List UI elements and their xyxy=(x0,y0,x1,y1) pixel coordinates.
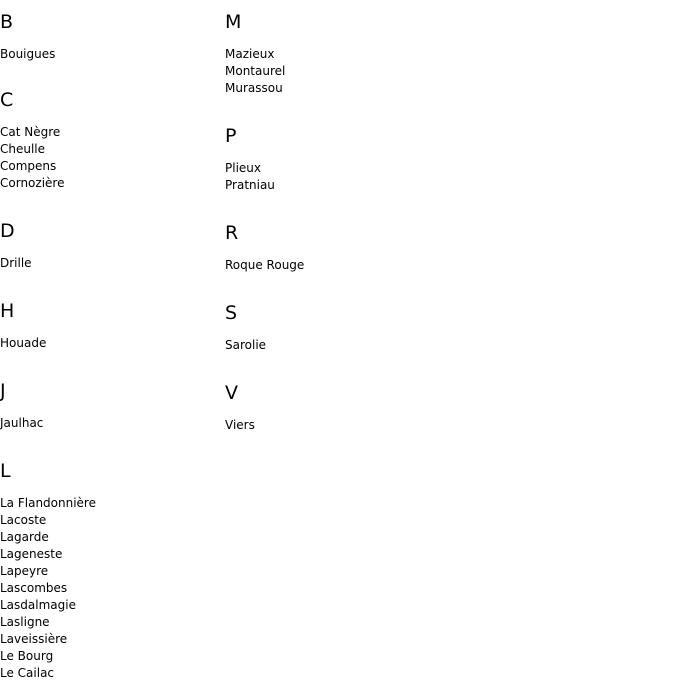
letter-heading: L xyxy=(0,460,11,482)
entry-list xyxy=(225,417,450,434)
entry-link[interactable]: Plieux xyxy=(225,161,261,175)
group-j xyxy=(0,369,225,432)
entry-list xyxy=(0,415,225,432)
list-item[interactable] xyxy=(0,46,225,63)
entry-list xyxy=(0,335,225,352)
group-r xyxy=(225,211,450,274)
entry-link[interactable]: Mazieux xyxy=(225,47,275,61)
letter-heading: C xyxy=(0,89,14,111)
letter-heading: M xyxy=(225,11,242,33)
entry-link[interactable]: Murassou xyxy=(225,81,283,95)
list-item[interactable] xyxy=(225,417,450,434)
list-item[interactable] xyxy=(0,335,225,352)
entry-link[interactable]: Montaurel xyxy=(225,64,286,78)
list-item[interactable] xyxy=(0,597,225,614)
list-item[interactable] xyxy=(0,141,225,158)
entry-link[interactable]: Cat Nègre xyxy=(0,125,61,139)
list-item[interactable] xyxy=(0,631,225,648)
letter-heading: J xyxy=(0,380,6,402)
entry-link[interactable]: Compens xyxy=(0,159,57,173)
list-item[interactable] xyxy=(0,495,225,512)
entry-link[interactable]: Le Cailac xyxy=(0,666,55,680)
list-item[interactable] xyxy=(0,648,225,665)
list-item[interactable] xyxy=(0,563,225,580)
list-item[interactable] xyxy=(225,63,450,80)
list-item[interactable] xyxy=(225,337,450,354)
group-m xyxy=(225,0,450,97)
entry-link[interactable]: Lascombes xyxy=(0,581,68,595)
entry-link[interactable]: Lacoste xyxy=(0,513,47,527)
entry-link[interactable]: Lagarde xyxy=(0,530,49,544)
list-item[interactable] xyxy=(0,512,225,529)
letter-heading: P xyxy=(225,125,237,147)
group-b xyxy=(0,0,225,63)
list-item[interactable] xyxy=(0,124,225,141)
group-p xyxy=(225,114,450,194)
group-v xyxy=(225,371,450,434)
list-item[interactable] xyxy=(225,46,450,63)
entry-link[interactable]: Bouigues xyxy=(0,47,56,61)
list-item[interactable] xyxy=(225,177,450,194)
entry-list xyxy=(225,46,450,97)
list-item[interactable] xyxy=(0,158,225,175)
entry-link[interactable]: Lasdalmagie xyxy=(0,598,76,612)
entry-link[interactable]: Lageneste xyxy=(0,547,63,561)
entry-list xyxy=(0,46,225,63)
list-item[interactable] xyxy=(0,665,225,682)
list-item[interactable] xyxy=(0,546,225,563)
entry-link[interactable]: Pratniau xyxy=(225,178,275,192)
list-item[interactable] xyxy=(225,80,450,97)
list-item[interactable] xyxy=(0,580,225,597)
entry-link[interactable]: Lasligne xyxy=(0,615,50,629)
list-item[interactable] xyxy=(0,255,225,272)
list-item[interactable] xyxy=(225,257,450,274)
list-item[interactable] xyxy=(0,614,225,631)
letter-heading: B xyxy=(0,11,14,33)
list-item[interactable] xyxy=(0,529,225,546)
list-item[interactable] xyxy=(225,160,450,177)
group-c xyxy=(0,89,225,192)
letter-heading: V xyxy=(225,382,238,404)
entry-list xyxy=(225,257,450,274)
group-s xyxy=(225,291,450,354)
left-column xyxy=(0,0,225,682)
entry-link[interactable]: Drille xyxy=(0,256,32,270)
entry-link[interactable]: Roque Rouge xyxy=(225,258,305,272)
list-item[interactable] xyxy=(0,415,225,432)
letter-heading: S xyxy=(225,302,238,324)
entry-link[interactable]: Le Bourg xyxy=(0,649,54,663)
entry-link[interactable]: Viers xyxy=(225,418,255,432)
group-h xyxy=(0,289,225,352)
letter-heading: R xyxy=(225,222,239,244)
entry-link[interactable]: Sarolie xyxy=(225,338,267,352)
entry-list xyxy=(0,124,225,192)
group-d xyxy=(0,209,225,272)
entry-link[interactable]: Houade xyxy=(0,336,47,350)
entry-link[interactable]: Lapeyre xyxy=(0,564,49,578)
entry-list xyxy=(225,337,450,354)
entry-list xyxy=(225,160,450,194)
entry-link[interactable]: Laveissière xyxy=(0,632,68,646)
letter-heading: D xyxy=(0,220,15,242)
entry-link[interactable]: Jaulhac xyxy=(0,416,44,430)
entry-link[interactable]: Cornozière xyxy=(0,176,65,190)
entry-link[interactable]: Cheulle xyxy=(0,142,46,156)
group-l xyxy=(0,449,225,682)
list-item[interactable] xyxy=(0,175,225,192)
entry-list xyxy=(0,255,225,272)
letter-heading: H xyxy=(0,300,15,322)
entry-list xyxy=(0,495,225,682)
entry-link[interactable]: La Flandonnière xyxy=(0,496,96,510)
right-column xyxy=(225,0,450,434)
